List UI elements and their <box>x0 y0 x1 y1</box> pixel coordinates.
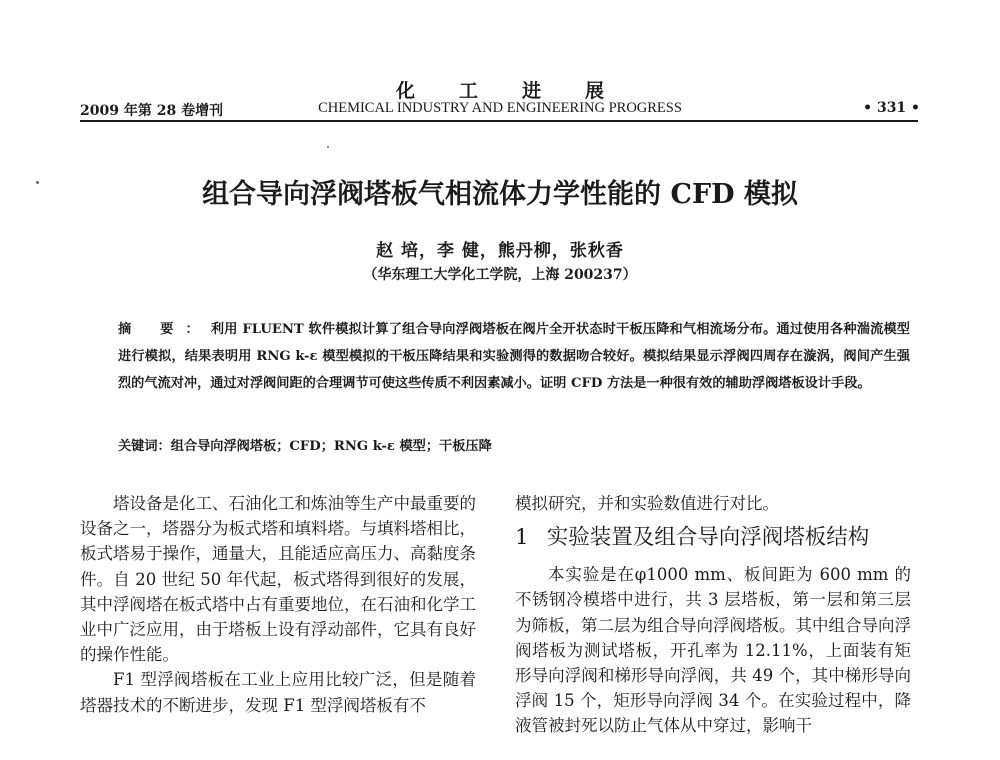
issue-info: 2009 年第 28 卷增刊 <box>80 103 224 119</box>
body-paragraph: 塔设备是化工、石油化工和炼油等生产中最重要的设备之一，塔器分为板式塔和填料塔。与填料塔相比，板式塔易于操作，通量大，且能适应高压力、高黏度条件。自 20 世纪 50 年代起，板式塔得到很好的发展，其中浮阀塔在板式塔中占有重要地位，在石油和化学工业中广泛应用，由于塔板上设有浮动部件，它具有良好的操作性能。 <box>80 494 476 665</box>
header-rule <box>80 120 918 122</box>
page-number: • 331 • <box>863 100 920 116</box>
abstract <box>118 316 910 397</box>
keywords-label: 关键词： <box>118 439 171 454</box>
body-column-left <box>80 491 476 718</box>
section-title: 实验装置及组合导向浮阀塔板结构 <box>546 525 870 551</box>
scan-speck <box>327 146 329 148</box>
scan-speck <box>36 181 39 184</box>
paper-title: 组合导向浮阀塔板气相流体力学性能的 CFD 模拟 <box>202 179 798 210</box>
keywords-text: 组合导向浮阀塔板；CFD；RNG k-ε 模型；干板压降 <box>170 439 492 454</box>
body-paragraph: 本实验是在φ1000 mm、板间距为 600 mm 的不锈钢冷模塔中进行，共 3 层塔板，第一层和第三层为筛板，第二层为组合导向浮阀塔板。其中组合导向浮阀塔板为测试塔板，开孔率为 12.11%，上面装有矩形导向浮阀和梯形导向浮阀，共 49 个，其中梯形导向浮阀 15 个，矩形导向浮阀 34 个。在实验过程中，降液管被封死以防止气体从中穿过，影响干 <box>515 565 911 736</box>
section-number: 1 <box>515 525 529 551</box>
section-heading <box>515 524 911 552</box>
keywords <box>118 436 910 458</box>
affiliation: （华东理工大学化工学院，上海 200237） <box>363 267 637 283</box>
abstract-text: 利用 FLUENT 软件模拟计算了组合导向浮阀塔板在阀片全开状态时干板压降和气相流场分布。通过使用各种湍流模型进行模拟，结果表明用 RNG k-ε 模型模拟的干板压降结果和实验测得的数据吻合较好。模拟结果显示浮阀四周存在漩涡，阀间产生强烈的气流对冲，通过对浮阀间距的合理调节可使这些传质不利因素减小。证明 CFD 方法是一种很有效的辅助浮阀塔板设计手段。 <box>118 322 910 391</box>
journal-english-name: CHEMICAL INDUSTRY AND ENGINEERING PROGRESS <box>318 100 682 116</box>
body-column-right <box>515 491 911 739</box>
body-paragraph: F1 型浮阀塔板在工业上应用比较广泛，但是随着塔器技术的不断进步，发现 F1 型浮阀塔板有不 <box>80 670 476 715</box>
body-paragraph-continued: 模拟研究，并和实验数值进行对比。 <box>515 494 779 513</box>
author-list: 赵 培，李 健，熊丹柳，张秋香 <box>376 241 624 261</box>
abstract-label: 摘 要： <box>118 322 211 337</box>
journal-name: 化工进展 <box>395 80 648 102</box>
